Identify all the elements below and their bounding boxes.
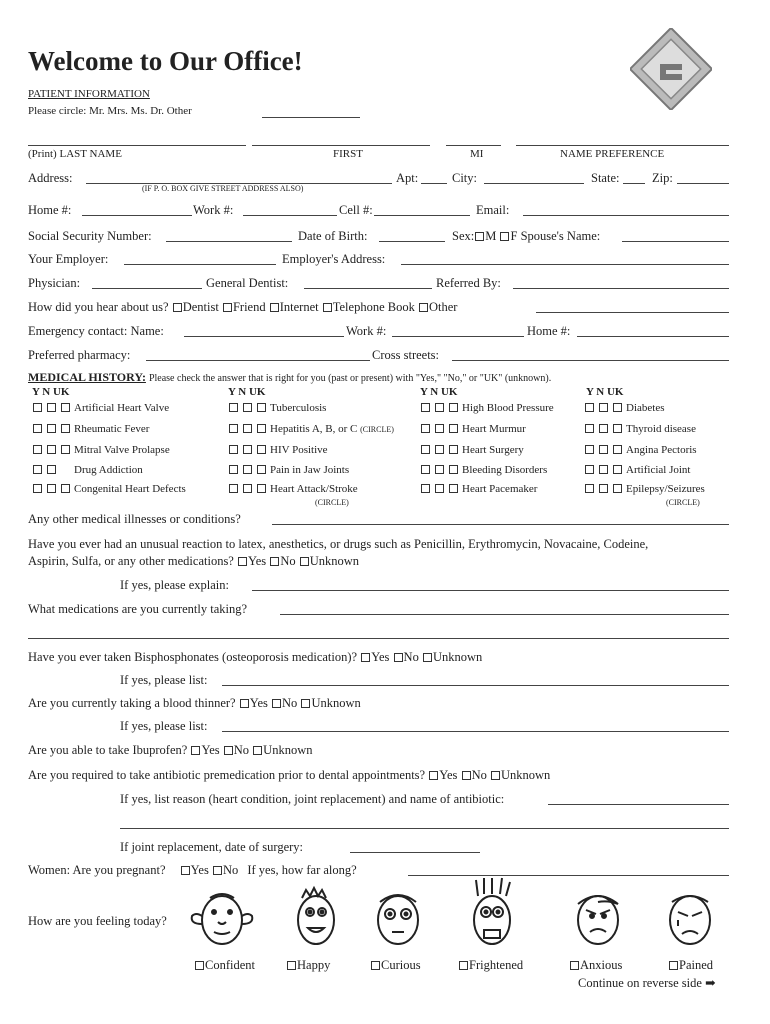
reaction-q1: Have you ever had an unusual reaction to latex, anesthetics, or drugs such as Penicillin, Erythromycin, Novacaine, Codeine, — [28, 537, 649, 551]
curious-face-icon — [362, 880, 434, 957]
ibuprofen-row — [28, 743, 312, 758]
medical-heading: MEDICAL HISTORY: — [28, 370, 146, 384]
hear-row — [28, 300, 457, 315]
patient-info-heading: PATIENT INFORMATION — [28, 88, 150, 100]
uk-checkbox[interactable] — [449, 465, 458, 474]
dentist-label: General Dentist: — [206, 276, 289, 290]
home-label: Home #: — [28, 203, 72, 217]
hear-other-label: Other — [428, 300, 458, 314]
curious-checkbox[interactable] — [371, 961, 380, 970]
no-label: No — [280, 554, 296, 568]
bisphos-list-field[interactable] — [222, 685, 729, 686]
no-checkbox[interactable] — [599, 465, 608, 474]
dob-field[interactable] — [379, 241, 445, 242]
no-checkbox[interactable] — [243, 465, 252, 474]
explain-field[interactable] — [252, 590, 729, 591]
hear-dentist-label: Dentist — [182, 300, 219, 314]
no-checkbox[interactable] — [435, 465, 444, 474]
antibiotic-unknown-checkbox[interactable] — [491, 771, 500, 780]
pregnant-label: Women: Are you pregnant? — [28, 863, 166, 877]
yes-checkbox[interactable] — [33, 424, 42, 433]
uk-checkbox[interactable] — [61, 403, 70, 412]
cross-streets-label: Cross streets: — [372, 348, 440, 362]
happy-face-icon — [280, 880, 352, 957]
uk-checkbox[interactable] — [257, 403, 266, 412]
arrow-right-icon: ➡ — [705, 976, 716, 990]
pregnant-no-checkbox[interactable] — [213, 866, 222, 875]
condition-row — [584, 483, 705, 495]
address-note: (IF P. O. BOX GIVE STREET ADDRESS ALSO) — [142, 184, 304, 193]
bisphos-row — [28, 650, 482, 665]
ibuprofen-no-checkbox[interactable] — [224, 746, 233, 755]
condition-row — [420, 464, 547, 476]
unknown-label: Unknown — [309, 554, 360, 568]
mi-label: MI — [470, 148, 484, 160]
yes-checkbox[interactable] — [229, 465, 238, 474]
condition-label: High Blood Pressure — [462, 402, 554, 414]
yes-checkbox[interactable] — [229, 484, 238, 493]
yes-checkbox[interactable] — [33, 465, 42, 474]
pained-checkbox[interactable] — [669, 961, 678, 970]
no-checkbox[interactable] — [599, 445, 608, 454]
pained-face-icon — [654, 880, 726, 957]
reason-field-2[interactable] — [120, 828, 729, 829]
condition-row — [420, 402, 554, 414]
surgery-date-field[interactable] — [350, 852, 480, 853]
confident-face-icon — [186, 880, 258, 957]
condition-row — [228, 402, 326, 414]
uk-checkbox[interactable] — [61, 484, 70, 493]
uk-checkbox[interactable] — [61, 445, 70, 454]
yes-checkbox[interactable] — [33, 484, 42, 493]
col4-header: Y N UK — [586, 386, 624, 398]
antibiotic-label: Are you required to take antibiotic premedication prior to dental appointments? — [28, 768, 426, 782]
reason-label: If yes, list reason (heart condition, joint replacement) and name of antibiotic: — [120, 792, 505, 806]
hear-phonebook-label: Telephone Book — [332, 300, 415, 314]
no-checkbox[interactable] — [47, 403, 56, 412]
name-pref-label: NAME PREFERENCE — [560, 148, 665, 160]
bisphos-list-label: If yes, please list: — [120, 673, 208, 687]
condition-label: Bleeding Disorders — [462, 464, 548, 476]
condition-row — [420, 444, 524, 456]
dentist-field[interactable] — [304, 288, 432, 289]
no-checkbox[interactable] — [47, 465, 56, 474]
no-label: No — [403, 650, 419, 664]
condition-label: Heart Attack/Stroke — [270, 483, 358, 495]
yes-checkbox[interactable] — [585, 465, 594, 474]
col2-header: Y N UK — [228, 386, 266, 398]
condition-label: Tuberculosis — [270, 402, 327, 414]
email-field[interactable] — [523, 215, 729, 216]
circle-note: (CIRCLE) — [360, 425, 394, 434]
condition-row — [32, 423, 149, 435]
unknown-label: Unknown — [432, 650, 483, 664]
hear-other-checkbox[interactable] — [419, 303, 428, 312]
unknown-label: Unknown — [500, 768, 551, 782]
no-checkbox[interactable] — [435, 445, 444, 454]
condition-label: Angina Pectoris — [626, 444, 697, 456]
spouse-field[interactable] — [622, 241, 729, 242]
yes-label: Yes — [439, 768, 458, 782]
condition-label: Thyroid disease — [626, 423, 696, 435]
yes-checkbox[interactable] — [421, 484, 430, 493]
city-label: City: — [452, 171, 478, 185]
circle-note: (CIRCLE) — [666, 498, 700, 507]
no-checkbox[interactable] — [243, 403, 252, 412]
no-checkbox[interactable] — [47, 445, 56, 454]
condition-row — [32, 444, 170, 456]
yes-checkbox[interactable] — [229, 424, 238, 433]
yes-label: Yes — [201, 743, 220, 757]
condition-row — [584, 464, 690, 476]
condition-row — [32, 464, 143, 476]
first-name-field[interactable] — [252, 145, 430, 146]
apt-field[interactable] — [421, 183, 447, 184]
emergency-label: Emergency contact: Name: — [28, 324, 164, 338]
no-checkbox[interactable] — [599, 484, 608, 493]
ibuprofen-unknown-checkbox[interactable] — [253, 746, 262, 755]
col3-header: Y N UK — [420, 386, 458, 398]
medical-header — [28, 370, 551, 385]
no-label: No — [471, 768, 487, 782]
condition-label: HIV Positive — [270, 444, 328, 456]
no-checkbox[interactable] — [47, 484, 56, 493]
uk-checkbox[interactable] — [257, 445, 266, 454]
condition-row — [584, 444, 697, 456]
uk-checkbox[interactable] — [257, 424, 266, 433]
pregnant-yes-checkbox[interactable] — [181, 866, 190, 875]
uk-checkbox[interactable] — [257, 484, 266, 493]
condition-label: Heart Surgery — [462, 444, 524, 456]
ibuprofen-yes-checkbox[interactable] — [191, 746, 200, 755]
hear-phonebook-checkbox[interactable] — [323, 303, 332, 312]
email-label: Email: — [476, 203, 510, 217]
bisphos-label: Have you ever taken Bisphosphonates (osteoporosis medication)? — [28, 650, 358, 664]
mood-label: Happy — [297, 958, 331, 972]
sex-m-label: M — [485, 229, 497, 243]
physician-label: Physician: — [28, 276, 81, 290]
sex-label: Sex: — [452, 229, 475, 243]
emergency-name-field[interactable] — [184, 336, 344, 337]
condition-label: Drug Addiction — [74, 464, 143, 476]
surgery-date-label: If joint replacement, date of surgery: — [120, 840, 304, 854]
cell-label: Cell #: — [339, 203, 373, 217]
yes-checkbox[interactable] — [421, 403, 430, 412]
happy-checkbox[interactable] — [287, 961, 296, 970]
no-checkbox[interactable] — [243, 445, 252, 454]
explain-label: If yes, please explain: — [120, 578, 229, 592]
mood-label: Frightened — [469, 958, 524, 972]
hear-friend-label: Friend — [232, 300, 266, 314]
thinner-yes-checkbox[interactable] — [240, 699, 249, 708]
employer-field[interactable] — [124, 264, 276, 265]
sex-m-checkbox[interactable] — [475, 232, 484, 241]
antibiotic-no-checkbox[interactable] — [462, 771, 471, 780]
thinner-row — [28, 696, 361, 711]
no-checkbox[interactable] — [599, 424, 608, 433]
employer-address-label: Employer's Address: — [282, 252, 386, 266]
zip-label: Zip: — [652, 171, 673, 185]
pharmacy-label: Preferred pharmacy: — [28, 348, 131, 362]
uk-checkbox[interactable] — [613, 403, 622, 412]
meds-field[interactable] — [280, 614, 729, 615]
yes-checkbox[interactable] — [33, 403, 42, 412]
yes-checkbox[interactable] — [585, 445, 594, 454]
thinner-unknown-checkbox[interactable] — [301, 699, 310, 708]
frightened-checkbox[interactable] — [459, 961, 468, 970]
condition-label: Artificial Heart Valve — [74, 402, 170, 414]
condition-row — [584, 423, 696, 435]
state-label: State: — [591, 171, 620, 185]
condition-row — [228, 423, 394, 435]
yes-checkbox[interactable] — [421, 465, 430, 474]
no-checkbox[interactable] — [435, 424, 444, 433]
pregnant-row — [28, 863, 357, 878]
first-name-label: FIRST — [333, 148, 363, 160]
referred-label: Referred By: — [436, 276, 501, 290]
mood-label: Confident — [205, 958, 255, 972]
ssn-label: Social Security Number: — [28, 229, 152, 243]
no-checkbox[interactable] — [435, 484, 444, 493]
hear-internet-checkbox[interactable] — [270, 303, 279, 312]
reaction-unknown-checkbox[interactable] — [300, 557, 309, 566]
antibiotic-yes-checkbox[interactable] — [429, 771, 438, 780]
reaction-row — [28, 554, 359, 569]
mi-field[interactable] — [446, 145, 501, 146]
sex-f-checkbox[interactable] — [500, 232, 509, 241]
yes-checkbox[interactable] — [33, 445, 42, 454]
last-name-field[interactable] — [28, 145, 246, 146]
bisphos-yes-checkbox[interactable] — [361, 653, 370, 662]
condition-row — [32, 483, 186, 495]
unknown-label: Unknown — [263, 743, 313, 757]
condition-label: Diabetes — [626, 402, 665, 414]
ssn-field[interactable] — [166, 241, 292, 242]
yes-checkbox[interactable] — [585, 403, 594, 412]
uk-checkbox[interactable] — [449, 403, 458, 412]
cross-streets-field[interactable] — [452, 360, 729, 361]
no-label: No — [282, 696, 298, 710]
condition-row — [228, 483, 358, 495]
yes-checkbox[interactable] — [421, 445, 430, 454]
yes-label: Yes — [190, 863, 209, 877]
condition-row — [228, 464, 349, 476]
hear-other-field[interactable] — [536, 312, 729, 313]
meds-field-2[interactable] — [28, 638, 729, 639]
work-field[interactable] — [243, 215, 337, 216]
pharmacy-field[interactable] — [146, 360, 370, 361]
no-checkbox[interactable] — [243, 424, 252, 433]
condition-row — [228, 444, 328, 456]
col1-header: Y N UK — [32, 386, 70, 398]
mood-frightened — [458, 958, 523, 973]
no-checkbox[interactable] — [599, 403, 608, 412]
condition-label: Epilepsy/Seizures — [626, 483, 705, 495]
anxious-face-icon — [562, 880, 634, 957]
confident-checkbox[interactable] — [195, 961, 204, 970]
emergency-home-label: Home #: — [527, 324, 571, 338]
office-logo — [630, 28, 712, 115]
meds-label: What medications are you currently taking? — [28, 602, 248, 616]
condition-label: Artificial Joint — [626, 464, 691, 476]
mood-label: Curious — [381, 958, 421, 972]
no-label: No — [233, 743, 250, 757]
yes-checkbox[interactable] — [585, 424, 594, 433]
medical-instructions: Please check the answer that is right for you (past or present) with "Yes," "No," or "UK" (unknown). — [148, 373, 552, 384]
condition-label: Pain in Jaw Joints — [270, 464, 350, 476]
yes-checkbox[interactable] — [421, 424, 430, 433]
no-checkbox[interactable] — [435, 403, 444, 412]
last-name-label: (Print) LAST NAME — [28, 148, 122, 160]
referred-field[interactable] — [513, 288, 729, 289]
hear-friend-checkbox[interactable] — [223, 303, 232, 312]
feeling-label: How are you feeling today? — [28, 914, 167, 928]
circle-note: (CIRCLE) — [315, 498, 349, 507]
uk-checkbox[interactable] — [613, 484, 622, 493]
condition-row — [32, 402, 169, 414]
uk-checkbox[interactable] — [61, 424, 70, 433]
mood-pained — [668, 958, 713, 973]
thinner-list-field[interactable] — [222, 731, 729, 732]
name-preference-field[interactable] — [516, 145, 729, 146]
other-title-field[interactable] — [262, 117, 360, 118]
reaction-yes-checkbox[interactable] — [238, 557, 247, 566]
uk-checkbox[interactable] — [613, 424, 622, 433]
reaction-no-checkbox[interactable] — [270, 557, 279, 566]
physician-field[interactable] — [92, 288, 202, 289]
no-checkbox[interactable] — [47, 424, 56, 433]
no-label: No — [222, 863, 239, 877]
no-checkbox[interactable] — [243, 484, 252, 493]
antibiotic-row — [28, 768, 550, 783]
hear-dentist-checkbox[interactable] — [173, 303, 182, 312]
continue-label: Continue on reverse side — [578, 976, 702, 990]
emergency-home-field[interactable] — [577, 336, 729, 337]
bisphos-unknown-checkbox[interactable] — [423, 653, 432, 662]
condition-row — [420, 423, 526, 435]
city-field[interactable] — [484, 183, 584, 184]
state-field[interactable] — [623, 183, 645, 184]
yes-checkbox[interactable] — [229, 445, 238, 454]
dob-label: Date of Birth: — [298, 229, 368, 243]
employer-label: Your Employer: — [28, 252, 109, 266]
employer-address-field[interactable] — [401, 264, 729, 265]
mood-anxious — [569, 958, 622, 973]
uk-checkbox[interactable] — [257, 465, 266, 474]
mood-label: Anxious — [580, 958, 623, 972]
unknown-label: Unknown — [311, 696, 361, 710]
uk-checkbox[interactable] — [449, 445, 458, 454]
mood-label: Pained — [679, 958, 714, 972]
emergency-work-field[interactable] — [392, 336, 524, 337]
condition-label: Rheumatic Fever — [74, 423, 150, 435]
yes-label: Yes — [247, 554, 267, 568]
sex-f-label: F — [510, 229, 518, 243]
condition-label: Heart Pacemaker — [462, 483, 538, 495]
spouse-label: Spouse's Name: — [520, 229, 601, 243]
yes-label: Yes — [371, 650, 390, 664]
mood-happy — [286, 958, 330, 973]
other-illness-field[interactable] — [272, 524, 729, 525]
reason-field[interactable] — [548, 804, 729, 805]
address-label: Address: — [28, 171, 73, 185]
sex-group — [452, 229, 600, 244]
apt-label: Apt: — [396, 171, 419, 185]
yes-label: Yes — [249, 696, 268, 710]
page-title: Welcome to Our Office! — [28, 46, 303, 76]
mood-confident — [194, 958, 255, 973]
condition-label: Hepatitis A, B, or C — [270, 423, 358, 435]
home-field[interactable] — [82, 215, 192, 216]
mood-curious — [370, 958, 421, 973]
yes-checkbox[interactable] — [585, 484, 594, 493]
anxious-checkbox[interactable] — [570, 961, 579, 970]
ibuprofen-label: Are you able to take Ibuprofen? — [28, 743, 188, 757]
condition-row — [420, 483, 537, 495]
yes-checkbox[interactable] — [229, 403, 238, 412]
thinner-no-checkbox[interactable] — [272, 699, 281, 708]
work-label: Work #: — [193, 203, 234, 217]
zip-field[interactable] — [677, 183, 729, 184]
thinner-label: Are you currently taking a blood thinner? — [28, 696, 236, 710]
reaction-q2: Aspirin, Sulfa, or any other medications? — [28, 554, 234, 568]
continue-note — [578, 975, 716, 991]
hear-label: How did you hear about us? — [28, 300, 169, 314]
uk-checkbox[interactable] — [449, 424, 458, 433]
condition-label: Heart Murmur — [462, 423, 526, 435]
uk-checkbox[interactable] — [613, 465, 622, 474]
frightened-face-icon — [456, 876, 528, 957]
uk-checkbox[interactable] — [449, 484, 458, 493]
title-circle-label: Please circle: Mr. Mrs. Ms. Dr. Other — [28, 105, 192, 117]
bisphos-no-checkbox[interactable] — [394, 653, 403, 662]
hear-internet-label: Internet — [279, 300, 319, 314]
condition-label: Mitral Valve Prolapse — [74, 444, 170, 456]
thinner-list-label: If yes, please list: — [120, 719, 208, 733]
other-illness-label: Any other medical illnesses or conditions? — [28, 512, 241, 526]
condition-row — [584, 402, 664, 414]
emergency-work-label: Work #: — [346, 324, 387, 338]
how-far-label: If yes, how far along? — [247, 863, 357, 877]
uk-checkbox[interactable] — [613, 445, 622, 454]
condition-label: Congenital Heart Defects — [74, 483, 186, 495]
cell-field[interactable] — [374, 215, 470, 216]
